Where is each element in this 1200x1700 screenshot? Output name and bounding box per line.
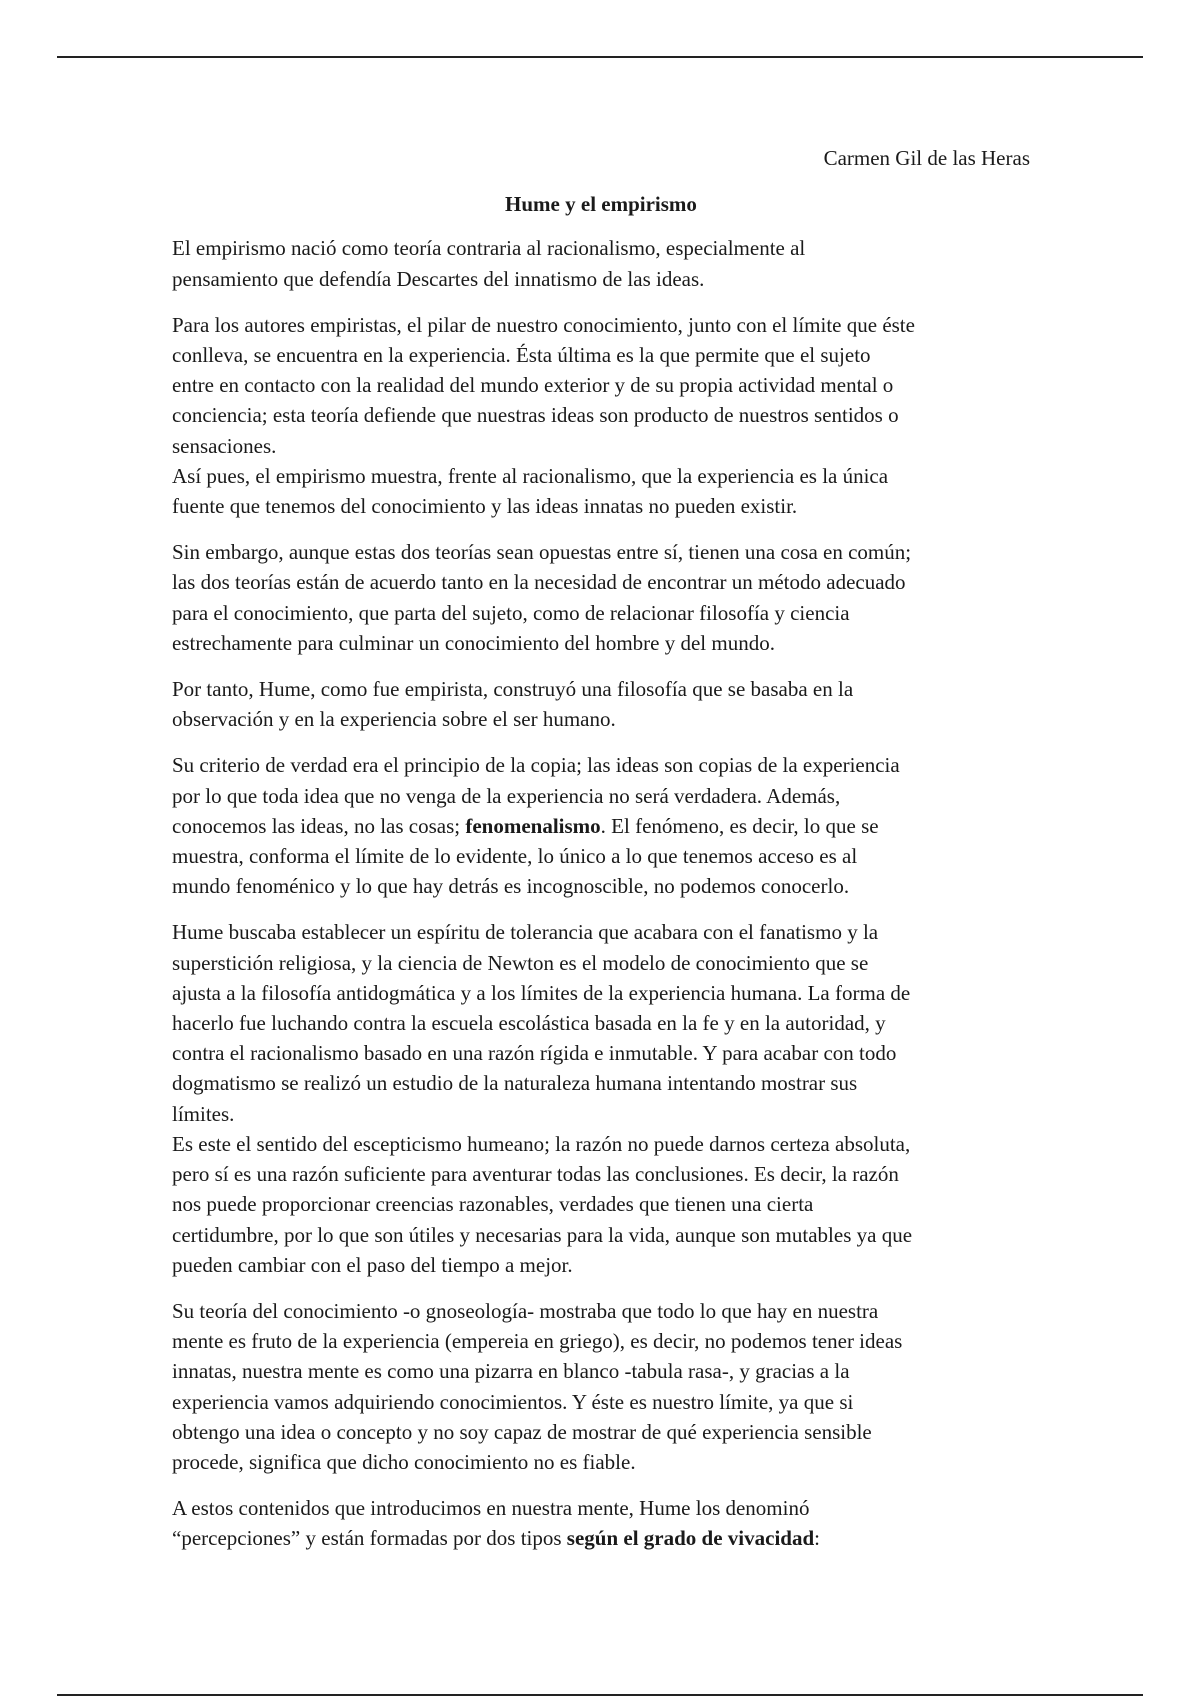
text-line: sensaciones. bbox=[172, 433, 277, 458]
text-line: observación y en la experiencia sobre el ser humano. bbox=[172, 707, 616, 732]
text-line: Para los autores empiristas, el pilar de nuestro conocimiento, junto con el límite que éste bbox=[172, 312, 915, 337]
text-line: muestra, conforma el límite de lo evidente, lo único a lo que tenemos acceso es al bbox=[172, 844, 858, 869]
text-line: certidumbre, por lo que son útiles y necesarias para la vida, aunque son mutables ya que bbox=[172, 1222, 913, 1247]
paragraph-gnoseology bbox=[172, 1296, 1030, 1477]
paragraph-empiricists bbox=[172, 310, 1030, 521]
text-line: fuente que tenemos del conocimiento y las ideas innatas no pueden existir. bbox=[172, 494, 798, 519]
text-line: para el conocimiento, que parta del sujeto, como de relacionar filosofía y ciencia bbox=[172, 600, 850, 625]
text-line: contra el racionalismo basado en una razón rígida e inmutable. Y para acabar con todo bbox=[172, 1041, 897, 1066]
text-line: entre en contacto con la realidad del mundo exterior y de su propia actividad mental o bbox=[172, 373, 894, 398]
text-line: pero sí es una razón suficiente para aventurar todas las conclusiones. Es decir, la razón bbox=[172, 1162, 899, 1187]
text-segment: “percepciones” y están formadas por dos tipos bbox=[172, 1526, 567, 1551]
text-line: conlleva, se encuentra en la experiencia. Ésta última es la que permite que el sujeto bbox=[172, 343, 871, 368]
text-line-with-bold bbox=[172, 811, 1030, 841]
paragraph-truth-criterion bbox=[172, 750, 1030, 901]
text-line: mente es fruto de la experiencia (empereia en griego), es decir, no podemos tener ideas bbox=[172, 1329, 903, 1354]
text-line: superstición religiosa, y la ciencia de Newton es el modelo de conocimiento que se bbox=[172, 950, 869, 975]
bold-term-fenomenalismo: fenomenalismo bbox=[465, 813, 601, 838]
text-line: las dos teorías están de acuerdo tanto en la necesidad de encontrar un método adecuado bbox=[172, 570, 906, 595]
text-line: Su criterio de verdad era el principio de la copia; las ideas son copias de la experiencia bbox=[172, 753, 900, 778]
top-rule bbox=[57, 56, 1143, 58]
paragraph-hume-empiricist bbox=[172, 674, 1030, 734]
text-line: A estos contenidos que introducimos en nuestra mente, Hume los denominó bbox=[172, 1496, 810, 1521]
text-line: Así pues, el empirismo muestra, frente al racionalismo, que la experiencia es la única bbox=[172, 463, 889, 488]
text-segment: . El fenómeno, es decir, lo que se bbox=[600, 813, 879, 838]
paragraph-tolerance bbox=[172, 917, 1030, 1279]
text-line: ajusta a la filosofía antidogmática y a los límites de la experiencia humana. La forma de bbox=[172, 980, 911, 1005]
text-line: hacerlo fue luchando contra la escuela escolástica basada en la fe y en la autoridad, y bbox=[172, 1011, 886, 1036]
text-segment: : bbox=[814, 1526, 820, 1551]
text-line: límites. bbox=[172, 1101, 235, 1126]
text-line: Hume buscaba establecer un espíritu de tolerancia que acabara con el fanatismo y la bbox=[172, 920, 879, 945]
text-segment: conocemos las ideas, no las cosas; bbox=[172, 813, 466, 838]
text-line: El empirismo nació como teoría contraria al racionalismo, especialmente al bbox=[172, 236, 806, 261]
text-line: Es este el sentido del escepticismo humeano; la razón no puede darnos certeza absoluta, bbox=[172, 1131, 911, 1156]
text-line: procede, significa que dicho conocimiento no es fiable. bbox=[172, 1449, 636, 1474]
text-line: Sin embargo, aunque estas dos teorías sean opuestas entre sí, tienen una cosa en común; bbox=[172, 540, 912, 565]
text-line: Por tanto, Hume, como fue empirista, construyó una filosofía que se basaba en la bbox=[172, 677, 854, 702]
paragraph-intro bbox=[172, 233, 1030, 293]
text-line: dogmatismo se realizó un estudio de la naturaleza humana intentando mostrar sus bbox=[172, 1071, 858, 1096]
text-line: estrechamente para culminar un conocimiento del hombre y del mundo. bbox=[172, 630, 775, 655]
text-line: experiencia vamos adquiriendo conocimientos. Y éste es nuestro límite, ya que si bbox=[172, 1389, 854, 1414]
text-line: por lo que toda idea que no venga de la experiencia no será verdadera. Además, bbox=[172, 783, 841, 808]
text-line: obtengo una idea o concepto y no soy capaz de mostrar de qué experiencia sensible bbox=[172, 1419, 872, 1444]
paragraph-perceptions bbox=[172, 1493, 1030, 1553]
document-title: Hume y el empirismo bbox=[505, 192, 697, 217]
bottom-rule bbox=[57, 1694, 1143, 1696]
document-body bbox=[172, 143, 1030, 1570]
text-line: mundo fenoménico y lo que hay detrás es incognoscible, no podemos conocerlo. bbox=[172, 874, 850, 899]
text-line-with-bold bbox=[172, 1523, 1030, 1553]
text-line: pensamiento que defendía Descartes del innatismo de las ideas. bbox=[172, 266, 705, 291]
author-name: Carmen Gil de las Heras bbox=[823, 146, 1030, 170]
paragraph-common-ground bbox=[172, 537, 1030, 658]
text-line: pueden cambiar con el paso del tiempo a mejor. bbox=[172, 1252, 573, 1277]
text-line: nos puede proporcionar creencias razonables, verdades que tienen una cierta bbox=[172, 1192, 814, 1217]
text-line: conciencia; esta teoría defiende que nuestras ideas son producto de nuestros sentidos o bbox=[172, 403, 899, 428]
text-line: innatas, nuestra mente es como una pizarra en blanco -tabula rasa-, y gracias a la bbox=[172, 1359, 850, 1384]
bold-term-vivacidad: según el grado de vivacidad bbox=[566, 1526, 815, 1551]
text-line: Su teoría del conocimiento -o gnoseología- mostraba que todo lo que hay en nuestra bbox=[172, 1298, 879, 1323]
